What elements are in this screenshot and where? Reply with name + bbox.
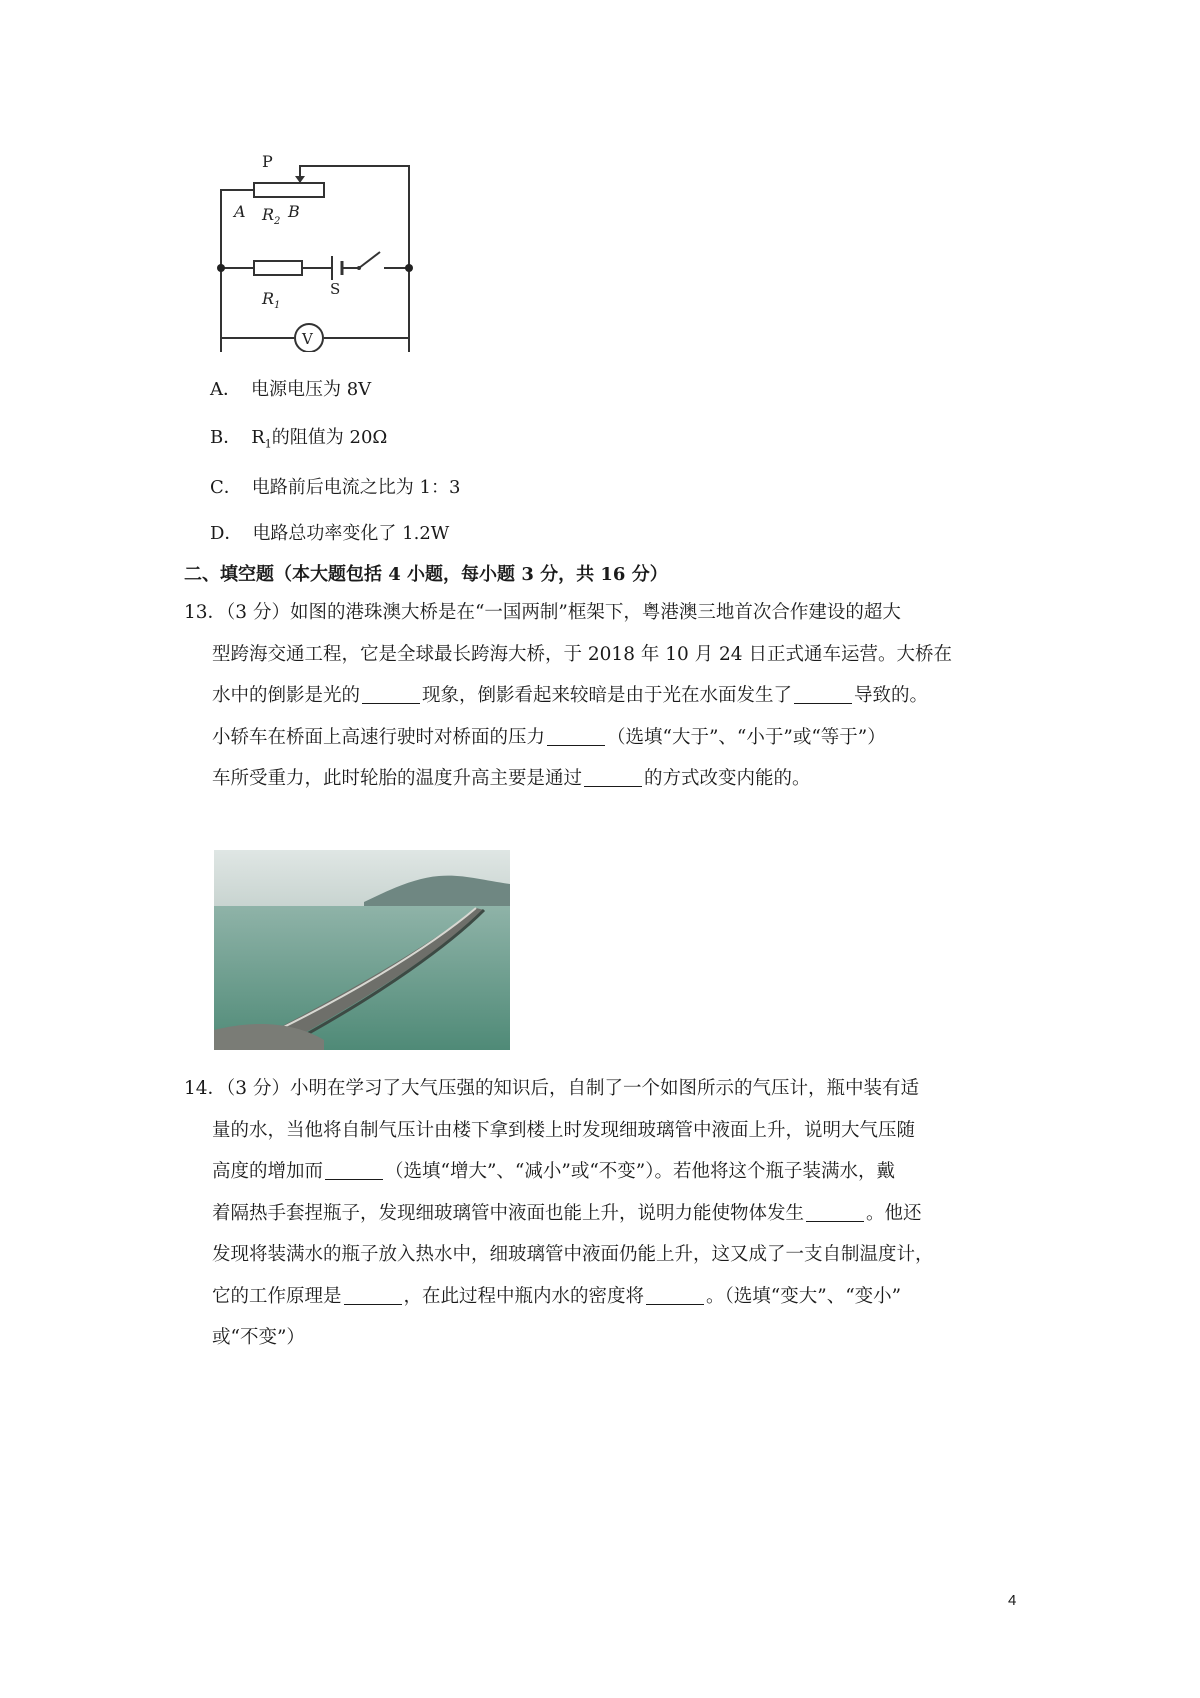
circuit-diagram (214, 152, 414, 352)
option-b: B． $R_1$的阻值为 20Ω (210, 427, 388, 451)
answer-blank (794, 683, 852, 704)
section-title: 二、填空题（本大题包括 4 小题，每小题 3 分，共 16 分） (184, 564, 668, 585)
option-a: A． 电源电压为 8V (210, 379, 372, 400)
answer-blank (547, 725, 605, 746)
resistor-r1 (254, 261, 302, 275)
slider-p-arrow (295, 176, 305, 183)
junction-left (217, 264, 225, 272)
label-v: V (302, 330, 313, 348)
label-a: A (234, 202, 246, 221)
answer-blank (584, 766, 642, 787)
switch-arm (359, 252, 380, 268)
label-b: B (288, 202, 300, 221)
bridge-photo (214, 850, 510, 1050)
question-13: 13．（3 分）如图的港珠澳大桥是在“一国两制”框架下，粤港澳三地首次合作建设的超大 型跨海交通工程，它是全球最长跨海大桥，于 2018 年 10 月 24 日正式通车运营。大桥在 水中的倒影是光的 现象，倒影看起来较暗是由于光在水面发生了 导致的。 小轿车在桥面上高速行驶时对桥面的压力 （选填“大于”、“小于”或“等于”） 车所受重力，此时轮胎的温度升高主要是通过 的方式改变内能的。 (184, 602, 952, 789)
answer-blank (806, 1201, 864, 1222)
label-s: S (330, 280, 341, 298)
answer-blank (344, 1284, 402, 1305)
resistor-r2 (254, 183, 324, 197)
label-r1: $R_1$ (262, 289, 281, 311)
junction-right (405, 264, 413, 272)
question-14: 14．（3 分）小明在学习了大气压强的知识后，自制了一个如图所示的气压计，瓶中装有适 量的水，当他将自制气压计由楼下拿到楼上时发现细玻璃管中液面上升，说明大气压随 高度的增加而 （选填“增大”、“减小”或“不变”）。若他将这个瓶子装满水，戴 着隔热手套捏瓶子，发现细玻璃管中液面也能上升，说明力能使物体发生 。他还 发现将装满水的瓶子放入热水中，细玻璃管中液面仍能上升，这又成了一支自制温度计， 它的工作原理是 ，在此过程中瓶内水的密度将 。（选填“变大”、“变小” 或“不变”） (184, 1078, 934, 1348)
answer-blank (362, 683, 420, 704)
answer-blank (325, 1159, 383, 1180)
label-p: P (262, 152, 273, 171)
page-number: 4 (1008, 1592, 1017, 1609)
answer-blank (646, 1284, 704, 1305)
option-c: C． 电路前后电流之比为 1：3 (210, 477, 461, 498)
label-r2: $R_2$ (262, 205, 281, 227)
option-d: D． 电路总功率变化了 1.2W (210, 523, 450, 544)
